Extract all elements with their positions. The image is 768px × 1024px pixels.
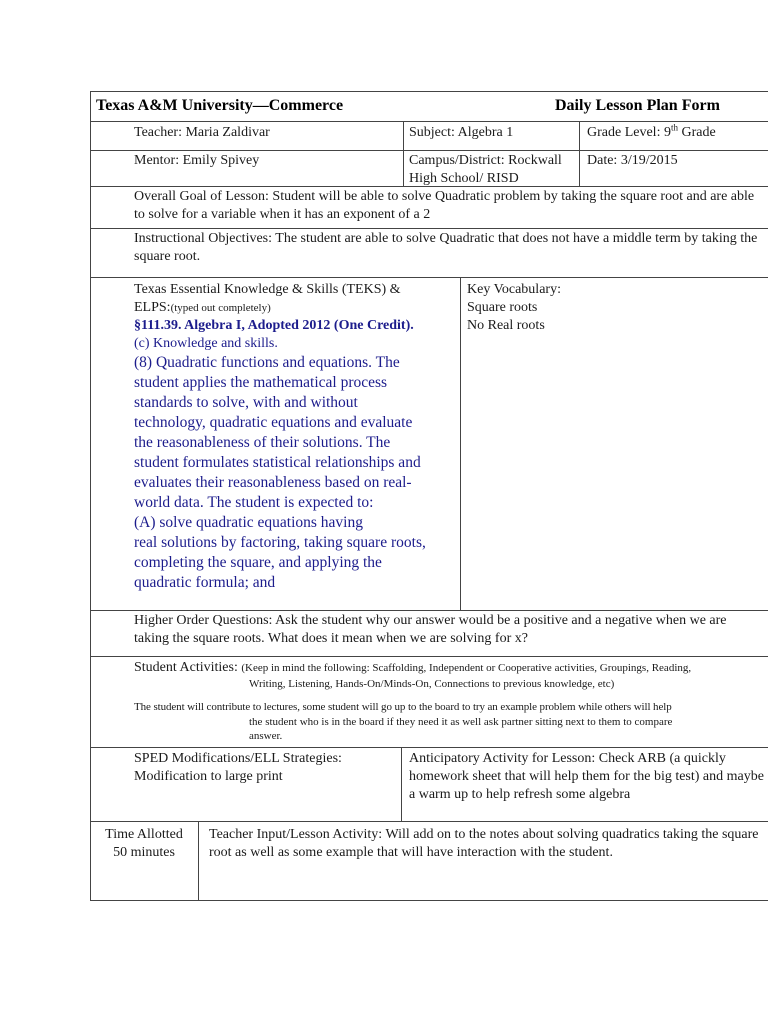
teacher-field: Teacher: Maria Zaldivar bbox=[134, 125, 270, 140]
teks-item-a-line: quadratic formula; and bbox=[134, 574, 276, 591]
campus-field: Campus/District: Rockwall High School/ RISD bbox=[409, 153, 562, 186]
grid-line bbox=[90, 150, 768, 151]
activities-body: The student will contribute to lectures, some student will go up to the board to try an example problem while others will help bbox=[134, 701, 672, 713]
overall-goal: Overall Goal of Lesson: Student will be able to solve Quadratic problem by taking the square root and are able to solve for a variable when it has an exponent of a 2 bbox=[134, 189, 755, 222]
grid-line bbox=[90, 277, 768, 278]
grid-line bbox=[579, 121, 580, 187]
time-allotted bbox=[94, 826, 194, 862]
teks-item-8-line: evaluates their reasonableness based on real- bbox=[134, 474, 412, 491]
activities-note-line2: Writing, Listening, Hands-On/Minds-On, Connections to previous knowledge, etc) bbox=[249, 678, 615, 690]
vocabulary-term: No Real roots bbox=[467, 318, 545, 333]
teks-label-line2: ELPS:(typed out completely) bbox=[134, 300, 271, 315]
form-title: Daily Lesson Plan Form bbox=[555, 97, 720, 114]
time-label: Time Allotted bbox=[105, 827, 183, 842]
higher-order-questions: Higher Order Questions: Ask the student why our answer would be a positive and a negative when we are taking the square roots. What does it mean when we are solving for x? bbox=[134, 613, 727, 646]
teks-item-8 bbox=[134, 353, 456, 513]
teks-item-8-line: standards to solve, with and without bbox=[134, 394, 358, 411]
grid-line bbox=[90, 747, 768, 748]
teks-item-a-line: completing the square, and applying the bbox=[134, 554, 382, 571]
time-value: 50 minutes bbox=[113, 845, 175, 860]
mentor-field: Mentor: Emily Spivey bbox=[134, 153, 260, 168]
date-field: Date: 3/19/2015 bbox=[587, 153, 678, 168]
teks-item-8-line: technology, quadratic equations and evaluate bbox=[134, 414, 413, 431]
teks-label: Texas Essential Knowledge & Skills (TEKS) & bbox=[134, 282, 401, 297]
activities-body-line3: answer. bbox=[249, 730, 283, 742]
grid-line bbox=[90, 656, 768, 657]
activities-label: Student Activities: bbox=[134, 660, 238, 675]
activities-body-line2: the student who is in the board if they need it as well ask partner sitting next to them to compare bbox=[249, 716, 673, 728]
teks-section-title: §111.39. Algebra I, Adopted 2012 (One Credit). bbox=[134, 318, 414, 333]
teks-item-8-line: the reasonableness of their solutions. The bbox=[134, 434, 391, 451]
teks-subsection: (c) Knowledge and skills. bbox=[134, 336, 278, 351]
sped-label: SPED Modifications/ELL Strategies: bbox=[134, 751, 342, 766]
grid-line bbox=[403, 121, 404, 187]
anticipatory-activity: Anticipatory Activity for Lesson: Check ARB (a quickly homework sheet that will help them for the big test) and maybe a warm up to help refresh some algebra bbox=[409, 751, 764, 802]
key-vocabulary bbox=[467, 281, 561, 335]
grid-line bbox=[401, 747, 402, 822]
grid-line bbox=[90, 821, 768, 822]
grid-line bbox=[90, 91, 91, 901]
teks-item-8-line: student formulates statistical relationships and bbox=[134, 454, 421, 471]
lesson-plan-form bbox=[90, 91, 768, 901]
university-name: Texas A&M University—Commerce bbox=[96, 97, 344, 114]
grid-line bbox=[460, 277, 461, 611]
teks-section bbox=[134, 281, 456, 593]
vocabulary-term: Square roots bbox=[467, 300, 538, 315]
grade-level-field: Grade Level: 9th Grade bbox=[587, 122, 716, 140]
teks-item-a bbox=[134, 513, 456, 593]
teks-item-8-line: (8) Quadratic functions and equations. The bbox=[134, 354, 400, 371]
sped-value: Modification to large print bbox=[134, 769, 283, 784]
teks-item-8-line: world data. The student is expected to: bbox=[134, 494, 374, 511]
grid-line bbox=[90, 228, 768, 229]
grid-line bbox=[90, 91, 768, 92]
subject-field: Subject: Algebra 1 bbox=[409, 125, 514, 140]
grid-line bbox=[90, 610, 768, 611]
instructional-objectives: Instructional Objectives: The student are able to solve Quadratic that does not have a middle term by taking the square root. bbox=[134, 231, 758, 264]
teacher-input: Teacher Input/Lesson Activity: Will add on to the notes about solving quadratics taking the square root as well as some example that will have interaction with the student. bbox=[209, 827, 759, 860]
grid-line bbox=[198, 821, 199, 901]
vocabulary-label: Key Vocabulary: bbox=[467, 282, 561, 297]
student-activities bbox=[134, 659, 768, 742]
teks-item-a-line: (A) solve quadratic equations having bbox=[134, 514, 363, 531]
grid-line bbox=[90, 900, 768, 901]
grid-line bbox=[90, 121, 768, 122]
teks-item-a-line: real solutions by factoring, taking square roots, bbox=[134, 534, 426, 551]
teks-item-8-line: student applies the mathematical process bbox=[134, 374, 388, 391]
sped-modifications bbox=[134, 750, 396, 786]
activities-note: (Keep in mind the following: Scaffolding, Independent or Cooperative activities, Groupings, Reading, bbox=[241, 662, 692, 674]
